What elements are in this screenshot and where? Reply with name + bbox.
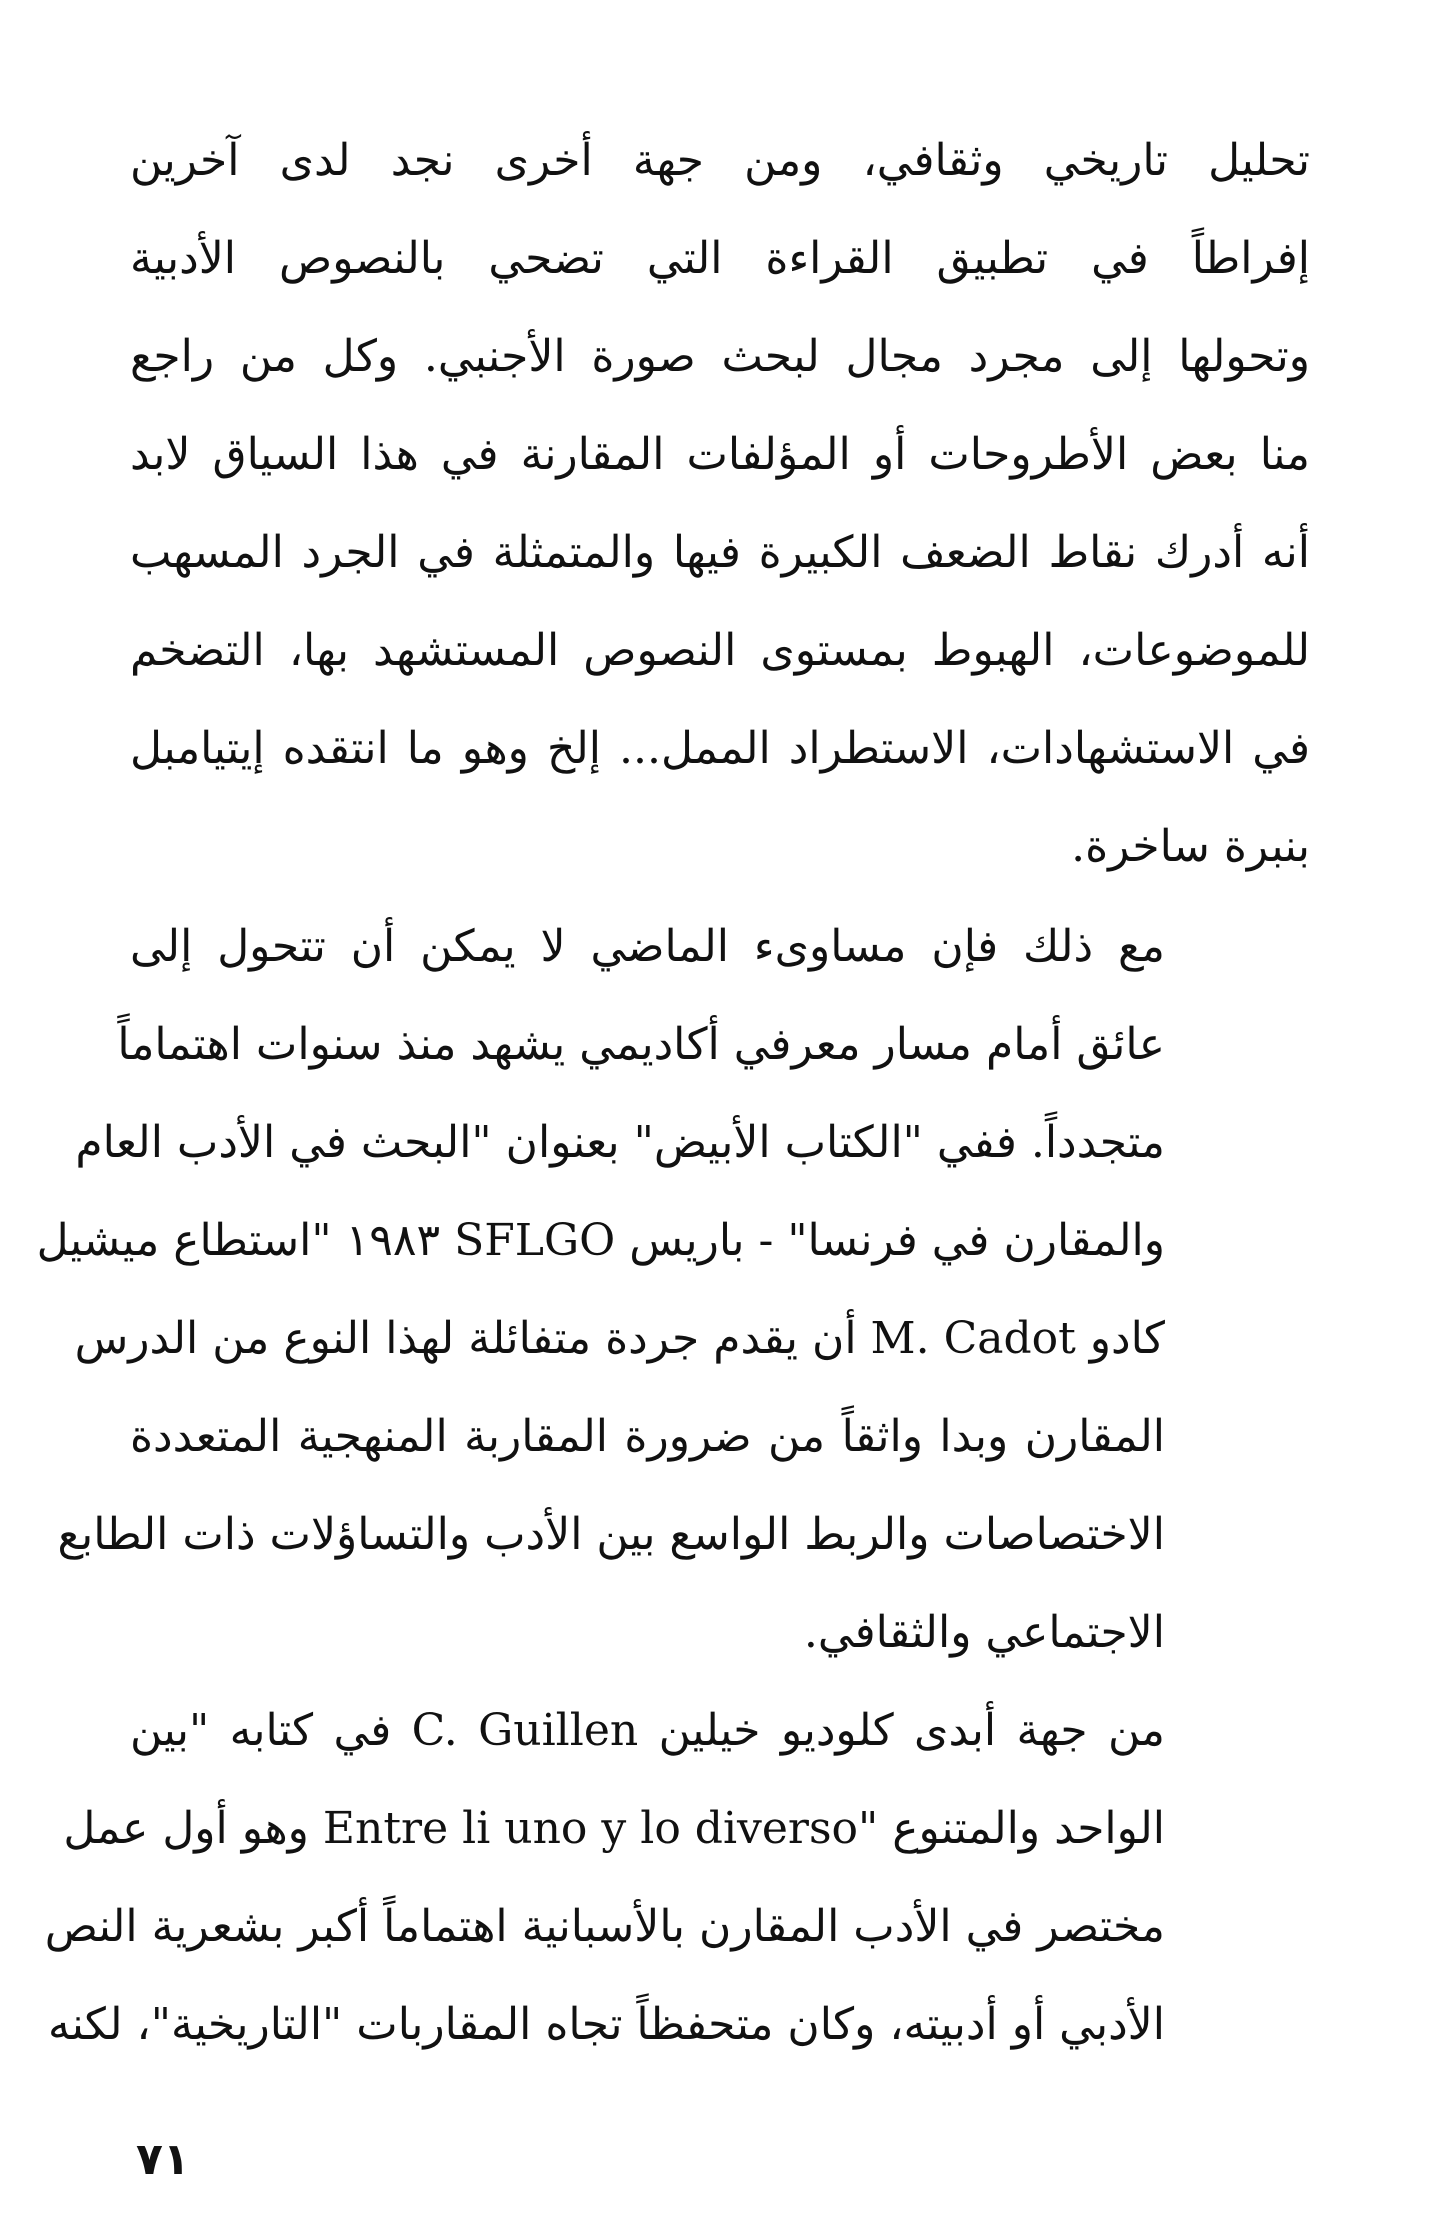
text-line: المقارن وبدا واثقاً من ضرورة المقاربة المنهجية المتعددة bbox=[130, 1411, 1165, 1462]
text-line: الأدبي أو أدبيته، وكان متحفظاً تجاه المقاربات "التاريخية"، لكنه bbox=[47, 1999, 1165, 2050]
text-line: للموضوعات، الهبوط بمستوى النصوص المستشهد بها، التضخم bbox=[130, 625, 1310, 676]
text-line: كادو M. Cadot أن يقدم جردة متفائلة لهذا النوع من الدرس bbox=[74, 1313, 1165, 1364]
paragraph-1 bbox=[130, 112, 1310, 896]
text-line: الاختصاصات والربط الواسع بين الأدب والتساؤلات ذات الطابع bbox=[57, 1509, 1165, 1560]
text-line: الاجتماعي والثقافي. bbox=[803, 1607, 1165, 1658]
text-line: إفراطاً في تطبيق القراءة التي تضحي بالنصوص الأدبية bbox=[130, 233, 1310, 284]
paragraph-2 bbox=[36, 898, 1310, 1682]
text-line: أنه أدرك نقاط الضعف الكبيرة فيها والمتمثلة في الجرد المسهب bbox=[130, 527, 1310, 578]
text-line: مختصر في الأدب المقارن بالأسبانية اهتماماً أكبر بشعرية النص bbox=[44, 1901, 1165, 1952]
text-line: في الاستشهادات، الاستطراد الممل... إلخ وهو ما انتقده إيتيامبل bbox=[130, 723, 1310, 774]
text-line: من جهة أبدى كلوديو خيلين C. Guillen في كتابه "بين bbox=[130, 1705, 1166, 1756]
text-line: متجدداً. ففي "الكتاب الأبيض" بعنوان "البحث في الأدب العام bbox=[75, 1117, 1165, 1168]
text-line: الواحد والمتنوع "Entre li uno y lo diverso وهو أول عمل bbox=[63, 1803, 1165, 1854]
text-line: عائق أمام مسار معرفي أكاديمي يشهد منذ سنوات اهتماماً bbox=[117, 1019, 1165, 1070]
text-line: مع ذلك فإن مساوىء الماضي لا يمكن أن تتحول إلى bbox=[130, 921, 1165, 972]
text-line: بنبرة ساخرة. bbox=[1071, 821, 1310, 872]
text-line: منا بعض الأطروحات أو المؤلفات المقارنة في هذا السياق لابد bbox=[130, 429, 1310, 480]
text-line: تحليل تاريخي وثقافي، ومن جهة أخرى نجد لدى آخرين bbox=[130, 135, 1310, 186]
page-number: ٧١ bbox=[136, 2134, 190, 2185]
paragraph-3 bbox=[44, 1682, 1310, 2074]
text-line: وتحولها إلى مجرد مجال لبحث صورة الأجنبي. وكل من راجع bbox=[130, 331, 1310, 382]
text-line: والمقارن في فرنسا" - باريس SFLGO ١٩٨٣ "استطاع ميشيل bbox=[36, 1215, 1165, 1266]
